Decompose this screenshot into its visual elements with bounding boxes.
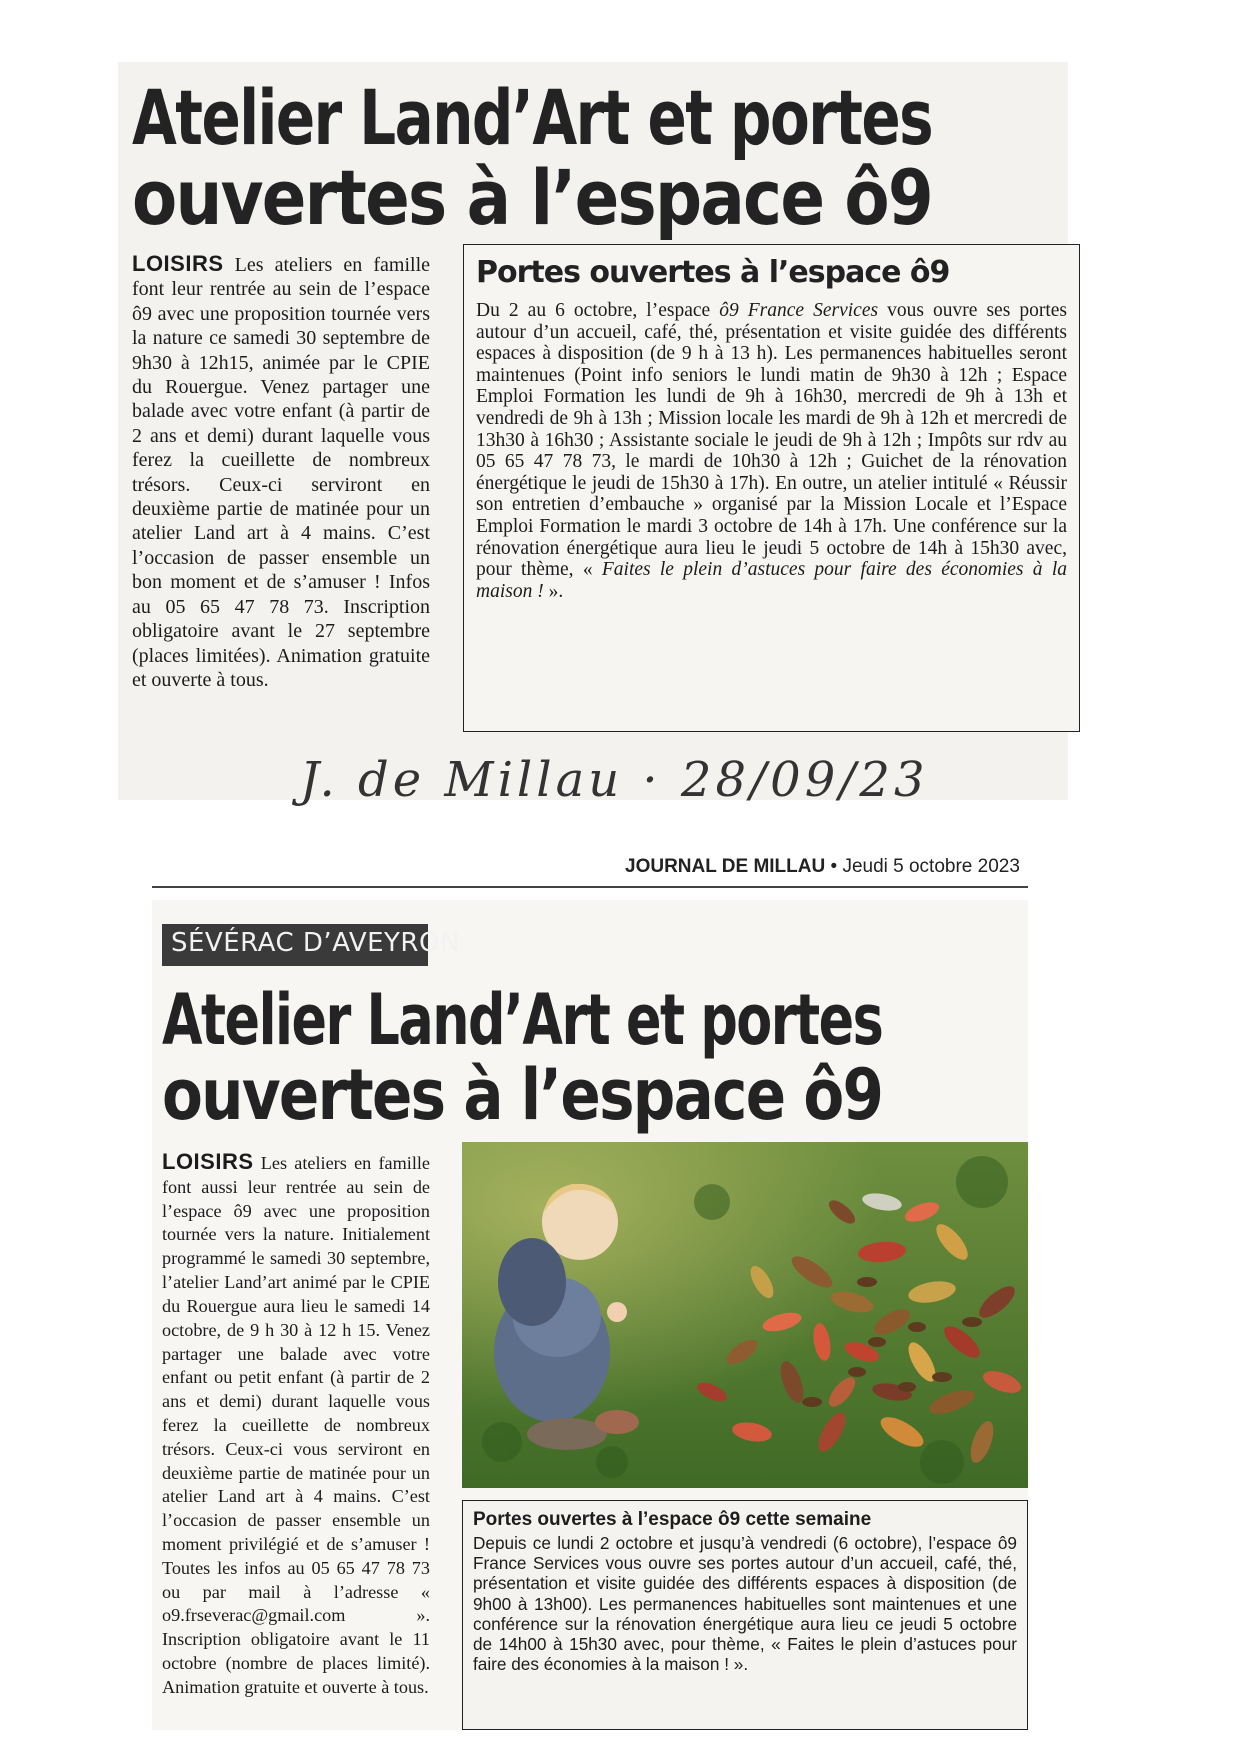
clip1-box-text-quote: Faites le plein d’astuces pour faire des économies à la maison ! xyxy=(476,559,1067,602)
clip2-box-body: Depuis ce lundi 2 octobre et jusqu’à vendredi (6 octobre), l’espace ô9 France Services vous ouvre ses portes autour d’un accueil, café, thé, présentation et visite guidée des différents espaces à disposition (de 9h00 à 13h00). Les permanences habituelles sont maintenues et une conférence sur la rénovation énergétique aura lieu ce jeudi 5 octobre de 14h00 à 15h30 avec, pour thème, « Faites le plein d’astuces pour faire des économies à la maison ! ». xyxy=(473,1533,1017,1675)
land-art-photo xyxy=(462,1142,1028,1488)
clip2-article-body xyxy=(162,1150,430,1700)
clip1-box-text-start: Du 2 au 6 octobre, l’espace xyxy=(476,300,720,321)
clip2-box-title: Portes ouvertes à l’espace ô9 cette semaine xyxy=(473,1509,872,1530)
section-tag: SÉVÉRAC D’AVEYRON xyxy=(162,924,428,966)
masthead xyxy=(625,856,1020,878)
clip1-box-title: Portes ouvertes à l’espace ô9 xyxy=(476,255,950,290)
clip1-body-text: Les ateliers en famille font leur rentrée au sein de l’espace ô9 avec une proposition tournée vers la nature ce samedi 30 septembre de 9h30 à 12h15, animée par le CPIE du Rouergue. Venez partager une balade avec votre enfant (à partir de 2 ans et demi) durant laquelle vous ferez la cueillette de nombreux trésors. Ceux-ci serviront en deuxième partie de matinée pour un atelier Land art à 4 mains. C’est l’occasion de passer ensemble un bon moment et de s’amuser ! Infos au 05 65 47 78 73. Inscription obligatoire avant le 27 septembre (places limitées). Animation gratuite et ouverte à tous. xyxy=(132,254,431,691)
clip1-box-text-end: ». xyxy=(543,580,564,602)
clip2-body-text: Les ateliers en famille font aussi leur rentrée au sein de l’espace ô9 avec une proposition tournée vers la nature. Initialement programmé le samedi 30 septembre, l’atelier Land’art animé par le CPIE du Rouergue aura lieu le samedi 14 octobre, de 9 h 30 à 12 h 15. Venez partager une balade avec votre enfant ou petit enfant (à partir de 2 ans et demi) durant laquelle vous ferez la cueillette de nombreux trésors. Ceux-ci vous serviront en deuxième partie de matinée pour un atelier Land art à 4 mains. C’est l’occasion de passer ensemble un moment privilégié et de s’amuser ! Toutes les infos au 05 65 47 78 73 ou par mail à l’adresse « o9.frseverac@gmail.com ». Inscription obligatoire avant le 11 octobre (nombre de places limité). Animation gratuite et ouverte à tous. xyxy=(162,1153,430,1697)
clip2-info-box xyxy=(462,1500,1028,1730)
masthead-date: Jeudi 5 octobre 2023 xyxy=(842,856,1020,877)
clip1-headline-line1: Atelier Land’Art et portes xyxy=(132,73,933,162)
clip1-headline-line2: ouvertes à l’espace ô9 xyxy=(132,153,932,242)
masthead-rule xyxy=(152,886,1028,888)
clip1-box-text-emphasis: ô9 France Services xyxy=(719,300,879,321)
masthead-separator: • xyxy=(830,856,838,877)
clip2-headline-line1: Atelier Land’Art et portes xyxy=(162,979,883,1061)
clip1-lead-word: LOISIRS xyxy=(132,251,224,276)
clip1-article-body xyxy=(132,252,430,692)
clip2-lead-word: LOISIRS xyxy=(162,1149,254,1174)
land-art-photo-illustration xyxy=(462,1142,1028,1488)
clip2-headline-line2: ouvertes à l’espace ô9 xyxy=(162,1054,883,1136)
bleed-through-column xyxy=(1075,80,1225,680)
handwritten-source-note: J. de Millau · 28/09/23 xyxy=(300,752,929,808)
masthead-paper-name: JOURNAL DE MILLAU xyxy=(625,856,826,877)
clip1-box-body xyxy=(476,300,1067,602)
clip1-info-box xyxy=(463,244,1080,732)
clip1-box-text-main: vous ouvre ses portes autour d’un accueil, café, thé, présentation et visite guidée des différents espaces à disposition (de 9 h à 13 h). Les permanences habituelles seront maintenues (Point info seniors le lundi matin de 9h30 à 12h ; Espace Emploi Formation les lundi de 9h à 16h30, mercredi de 9h à 13h et vendredi de 9h à 13h ; Mission locale les mardi de 9h à 12h et mercredi de 13h30 à 16h30 ; Assistante sociale le jeudi de 9h à 12h ; Impôts sur rdv au 05 65 47 78 73, le mardi de 10h30 à 12h ; Guichet de la rénovation énergétique le jeudi de 15h30 à 17h). En outre, un atelier intitulé « Réussir son entretien d’embauche » organisé par la Mission Locale et l’Espace Emploi Formation le mardi 3 octobre de 14h à 17h. Une conférence sur la rénovation énergétique aura lieu le jeudi 5 octobre de 14h à 15h30 avec, pour thème, « xyxy=(476,300,1067,581)
